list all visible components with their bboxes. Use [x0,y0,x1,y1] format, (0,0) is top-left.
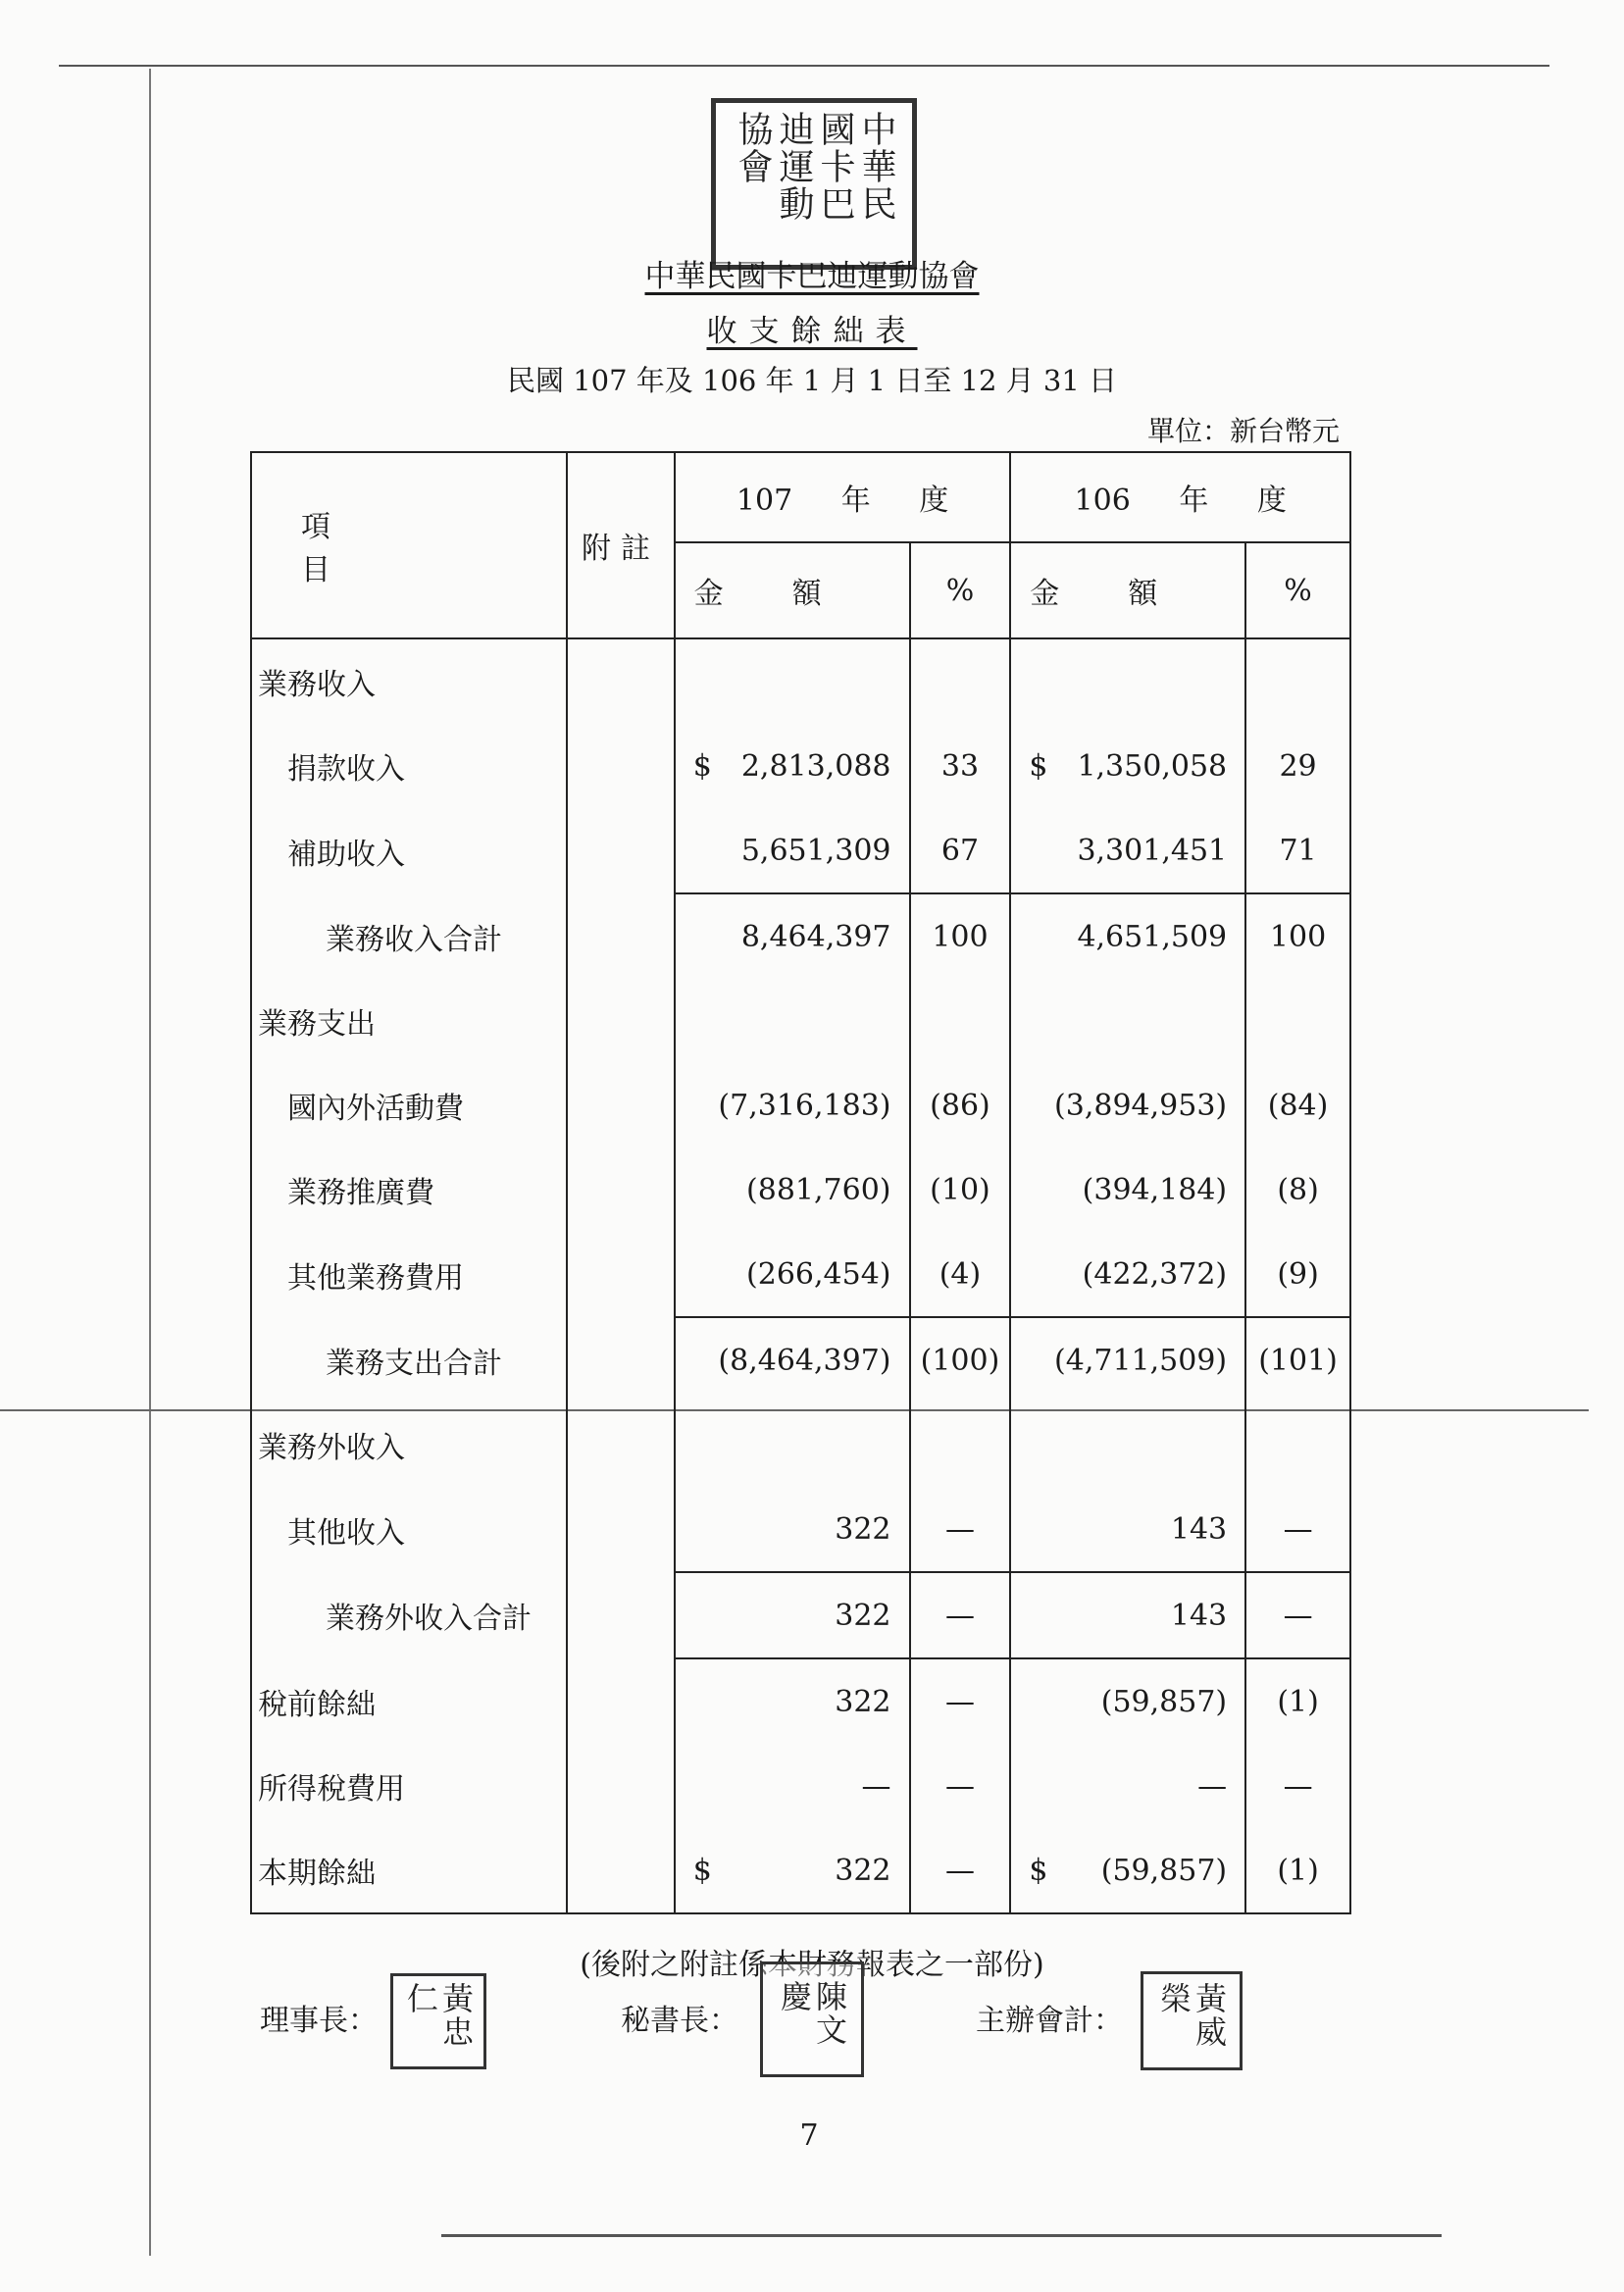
row-label-text: 業務推廣費 [287,1176,434,1210]
row-label-text: 所得稅費用 [258,1772,405,1807]
pct-107 [910,1828,1011,1913]
secretary-seal [760,1961,864,2077]
table-row [251,638,1350,724]
row-note [567,1317,675,1402]
dollar-sign: $ [1029,1853,1048,1888]
pct-106 [1245,1232,1350,1317]
row-label-text: 業務外收入合計 [326,1602,532,1636]
row-note [567,1572,675,1658]
row-label-text: 業務外收入 [258,1431,405,1465]
amount-107-text: 322 [835,1511,891,1547]
pct-107-text: (100) [920,1343,1000,1378]
pct-106 [1245,1487,1350,1572]
amount-107-text: 322 [835,1598,891,1633]
report-title: 收支餘絀表 [706,314,918,349]
amount-106-text: (3,894,953) [1054,1088,1228,1123]
chairman-seal-text: 黃忠仁 [402,1982,475,2049]
amount-107 [675,1487,910,1572]
row-note [567,1658,675,1744]
amount-106 [1010,1402,1245,1487]
row-label-text: 業務支出合計 [326,1346,502,1381]
table-row [251,1658,1350,1744]
row-label [251,979,567,1063]
secretary-seal-text: 陳文慶 [776,1980,848,2047]
amount-106-text: (59,857) [1100,1853,1228,1888]
row-note [567,1744,675,1828]
row-label [251,1487,567,1572]
pct-107 [910,979,1011,1063]
amount-107 [675,724,910,808]
pct-106 [1245,808,1350,893]
amount-106-text: 1,350,058 [1077,748,1228,784]
header-year-107: 107 年 度 [675,452,1011,542]
amount-107-text: 322 [835,1684,891,1719]
amount-107 [675,1744,910,1828]
amount-107-text: (881,760) [746,1172,891,1207]
pct-107-text: — [944,1768,975,1804]
amount-107-text: 8,464,397 [740,919,891,954]
pct-106-text: — [1283,1511,1313,1547]
amount-106-text: 4,651,509 [1077,919,1228,954]
row-label-text: 稅前餘絀 [258,1687,376,1722]
row-note [567,808,675,893]
table-row [251,1828,1350,1913]
pct-106-text: 100 [1269,919,1327,954]
row-label-text: 業務收入 [258,668,376,702]
amount-107 [675,1828,910,1913]
row-note [567,1402,675,1487]
pct-107 [910,1063,1011,1147]
row-note [567,979,675,1063]
row-label [251,724,567,808]
pct-106-text: (1) [1277,1684,1319,1719]
row-label [251,1063,567,1147]
pct-106-text: — [1283,1768,1313,1804]
amount-106 [1010,724,1245,808]
amount-107 [675,979,910,1063]
header-pct-106: % [1245,542,1350,638]
pct-107 [910,1744,1011,1828]
pct-107 [910,1487,1011,1572]
amount-106 [1010,1572,1245,1658]
table-row [251,979,1350,1063]
header-note: 附註 [567,452,675,638]
pct-107 [910,808,1011,893]
accountant-seal-text: 黃威榮 [1155,1981,1228,2049]
row-label [251,1572,567,1658]
row-label-text: 捐款收入 [287,752,405,787]
row-label-text: 其他收入 [287,1515,405,1551]
pct-106-text: 29 [1279,748,1317,784]
pct-107 [910,724,1011,808]
amount-106 [1010,1658,1245,1744]
chairman-seal [390,1973,486,2069]
pct-107-text: — [944,1684,975,1719]
amount-106 [1010,1063,1245,1147]
pct-107-text: (10) [930,1172,990,1207]
amount-107 [675,1232,910,1317]
amount-107 [675,893,910,979]
dollar-sign: $ [692,748,712,784]
table-row [251,1487,1350,1572]
pct-107-text: (4) [939,1256,982,1292]
pct-106-text: (101) [1258,1343,1338,1378]
amount-106 [1010,979,1245,1063]
pct-106 [1245,1828,1350,1913]
row-label-text: 業務收入合計 [326,922,502,957]
amount-106-text: (394,184) [1082,1172,1228,1207]
amount-107 [675,1402,910,1487]
row-note [567,1063,675,1147]
amount-107-text: 2,813,088 [740,748,891,784]
row-label [251,808,567,893]
table-row [251,1744,1350,1828]
amount-107 [675,1147,910,1232]
row-note [567,1232,675,1317]
pct-107 [910,893,1011,979]
header-amount-106: 金額 [1010,542,1245,638]
accountant-label: 主辦會計： [976,2004,1123,2038]
amount-106-text: (4,711,509) [1054,1343,1228,1378]
amount-106 [1010,1232,1245,1317]
row-label-text: 國內外活動費 [287,1092,464,1126]
amount-106-text: (422,372) [1082,1256,1228,1292]
pct-106 [1245,893,1350,979]
amount-107-text: (7,316,183) [718,1088,891,1123]
pct-106-text: 71 [1279,833,1317,868]
page-number: 7 [799,2118,819,2153]
scan-top-line [59,65,1549,67]
row-label [251,1232,567,1317]
pct-107 [910,1232,1011,1317]
amount-107-text: — [861,1768,891,1804]
header-item: 項目 [251,452,567,638]
amount-106 [1010,1828,1245,1913]
pct-107 [910,1402,1011,1487]
pct-106 [1245,1063,1350,1147]
amount-106-text: (59,857) [1100,1684,1228,1719]
amount-107-text: 5,651,309 [740,833,891,868]
pct-107-text: — [944,1511,975,1547]
table-row [251,808,1350,893]
row-label-text: 補助收入 [287,837,405,872]
table-row [251,1147,1350,1232]
row-label [251,1402,567,1487]
amount-107 [675,1317,910,1402]
pct-106-text: (8) [1277,1172,1319,1207]
secretary-label: 秘書長： [621,2004,738,2038]
pct-107-text: (86) [930,1088,990,1123]
amount-107 [675,1658,910,1744]
income-statement-table [250,451,1351,1914]
table-row [251,1317,1350,1402]
pct-107-text: 100 [932,919,989,954]
organization-title: 中華民國卡巴迪運動協會 [644,259,980,294]
pct-106 [1245,1572,1350,1658]
report-period: 民國 107 年及 106 年 1 月 1 日至 12 月 31 日 [506,364,1118,397]
row-label [251,1828,567,1913]
row-label [251,638,567,724]
row-label [251,1317,567,1402]
amount-107-text: (8,464,397) [718,1343,891,1378]
table-row [251,724,1350,808]
amount-106-text: 143 [1170,1598,1228,1633]
currency-unit: 單位：新台幣元 [1146,415,1340,447]
table-row [251,1572,1350,1658]
row-label [251,893,567,979]
pct-106 [1245,724,1350,808]
row-label [251,1658,567,1744]
amount-106-text: — [1197,1768,1228,1804]
amount-107 [675,1572,910,1658]
pct-107 [910,1572,1011,1658]
pct-106 [1245,1317,1350,1402]
pct-107 [910,1147,1011,1232]
amount-106 [1010,808,1245,893]
table-row [251,893,1350,979]
amount-107-text: (266,454) [746,1256,891,1292]
header-amount-107: 金額 [675,542,910,638]
amount-107 [675,638,910,724]
amount-106-text: 143 [1170,1511,1228,1547]
row-note [567,724,675,808]
amount-106 [1010,1147,1245,1232]
amount-106 [1010,1744,1245,1828]
table-row [251,1063,1350,1147]
scan-bottom-line [441,2234,1442,2237]
amount-106 [1010,1487,1245,1572]
row-note [567,893,675,979]
pct-106-text: — [1283,1598,1313,1633]
header-year-106: 106 年 度 [1010,452,1350,542]
pct-107 [910,638,1011,724]
pct-106-text: (1) [1277,1853,1319,1888]
row-label-text: 本期餘絀 [258,1857,376,1891]
pct-106 [1245,979,1350,1063]
amount-107-text: 322 [835,1853,891,1888]
row-label [251,1147,567,1232]
dollar-sign: $ [692,1853,712,1888]
amount-106 [1010,638,1245,724]
pct-106 [1245,1658,1350,1744]
pct-106 [1245,1744,1350,1828]
header-pct-107: % [910,542,1011,638]
pct-106 [1245,1402,1350,1487]
row-note [567,638,675,724]
pct-107 [910,1317,1011,1402]
pct-106-text: (84) [1267,1088,1329,1123]
row-label-text: 業務支出 [258,1007,376,1042]
row-note [567,1487,675,1572]
amount-107 [675,1063,910,1147]
row-label-text: 其他業務費用 [287,1260,464,1296]
pct-106 [1245,638,1350,724]
row-note [567,1828,675,1913]
amount-106 [1010,1317,1245,1402]
row-label [251,1744,567,1828]
amount-106-text: 3,301,451 [1077,833,1228,868]
association-seal [711,98,917,270]
table-row [251,1402,1350,1487]
pct-106 [1245,1147,1350,1232]
pct-107-text: — [944,1853,975,1888]
pct-107 [910,1658,1011,1744]
table-row [251,1232,1350,1317]
association-seal-text: 中華民國卡巴迪運動協會 [733,110,896,223]
amount-106 [1010,893,1245,979]
footnote: (後附之附註係本財務報表之一部份) [580,1948,1044,1982]
row-note [567,1147,675,1232]
pct-107-text: — [944,1598,975,1633]
pct-106-text: (9) [1277,1256,1319,1292]
pct-107-text: 67 [940,833,980,868]
accountant-seal [1141,1971,1243,2070]
dollar-sign: $ [1029,748,1048,784]
amount-107 [675,808,910,893]
chairman-label: 理事長： [260,2004,378,2038]
pct-107-text: 33 [940,748,980,784]
